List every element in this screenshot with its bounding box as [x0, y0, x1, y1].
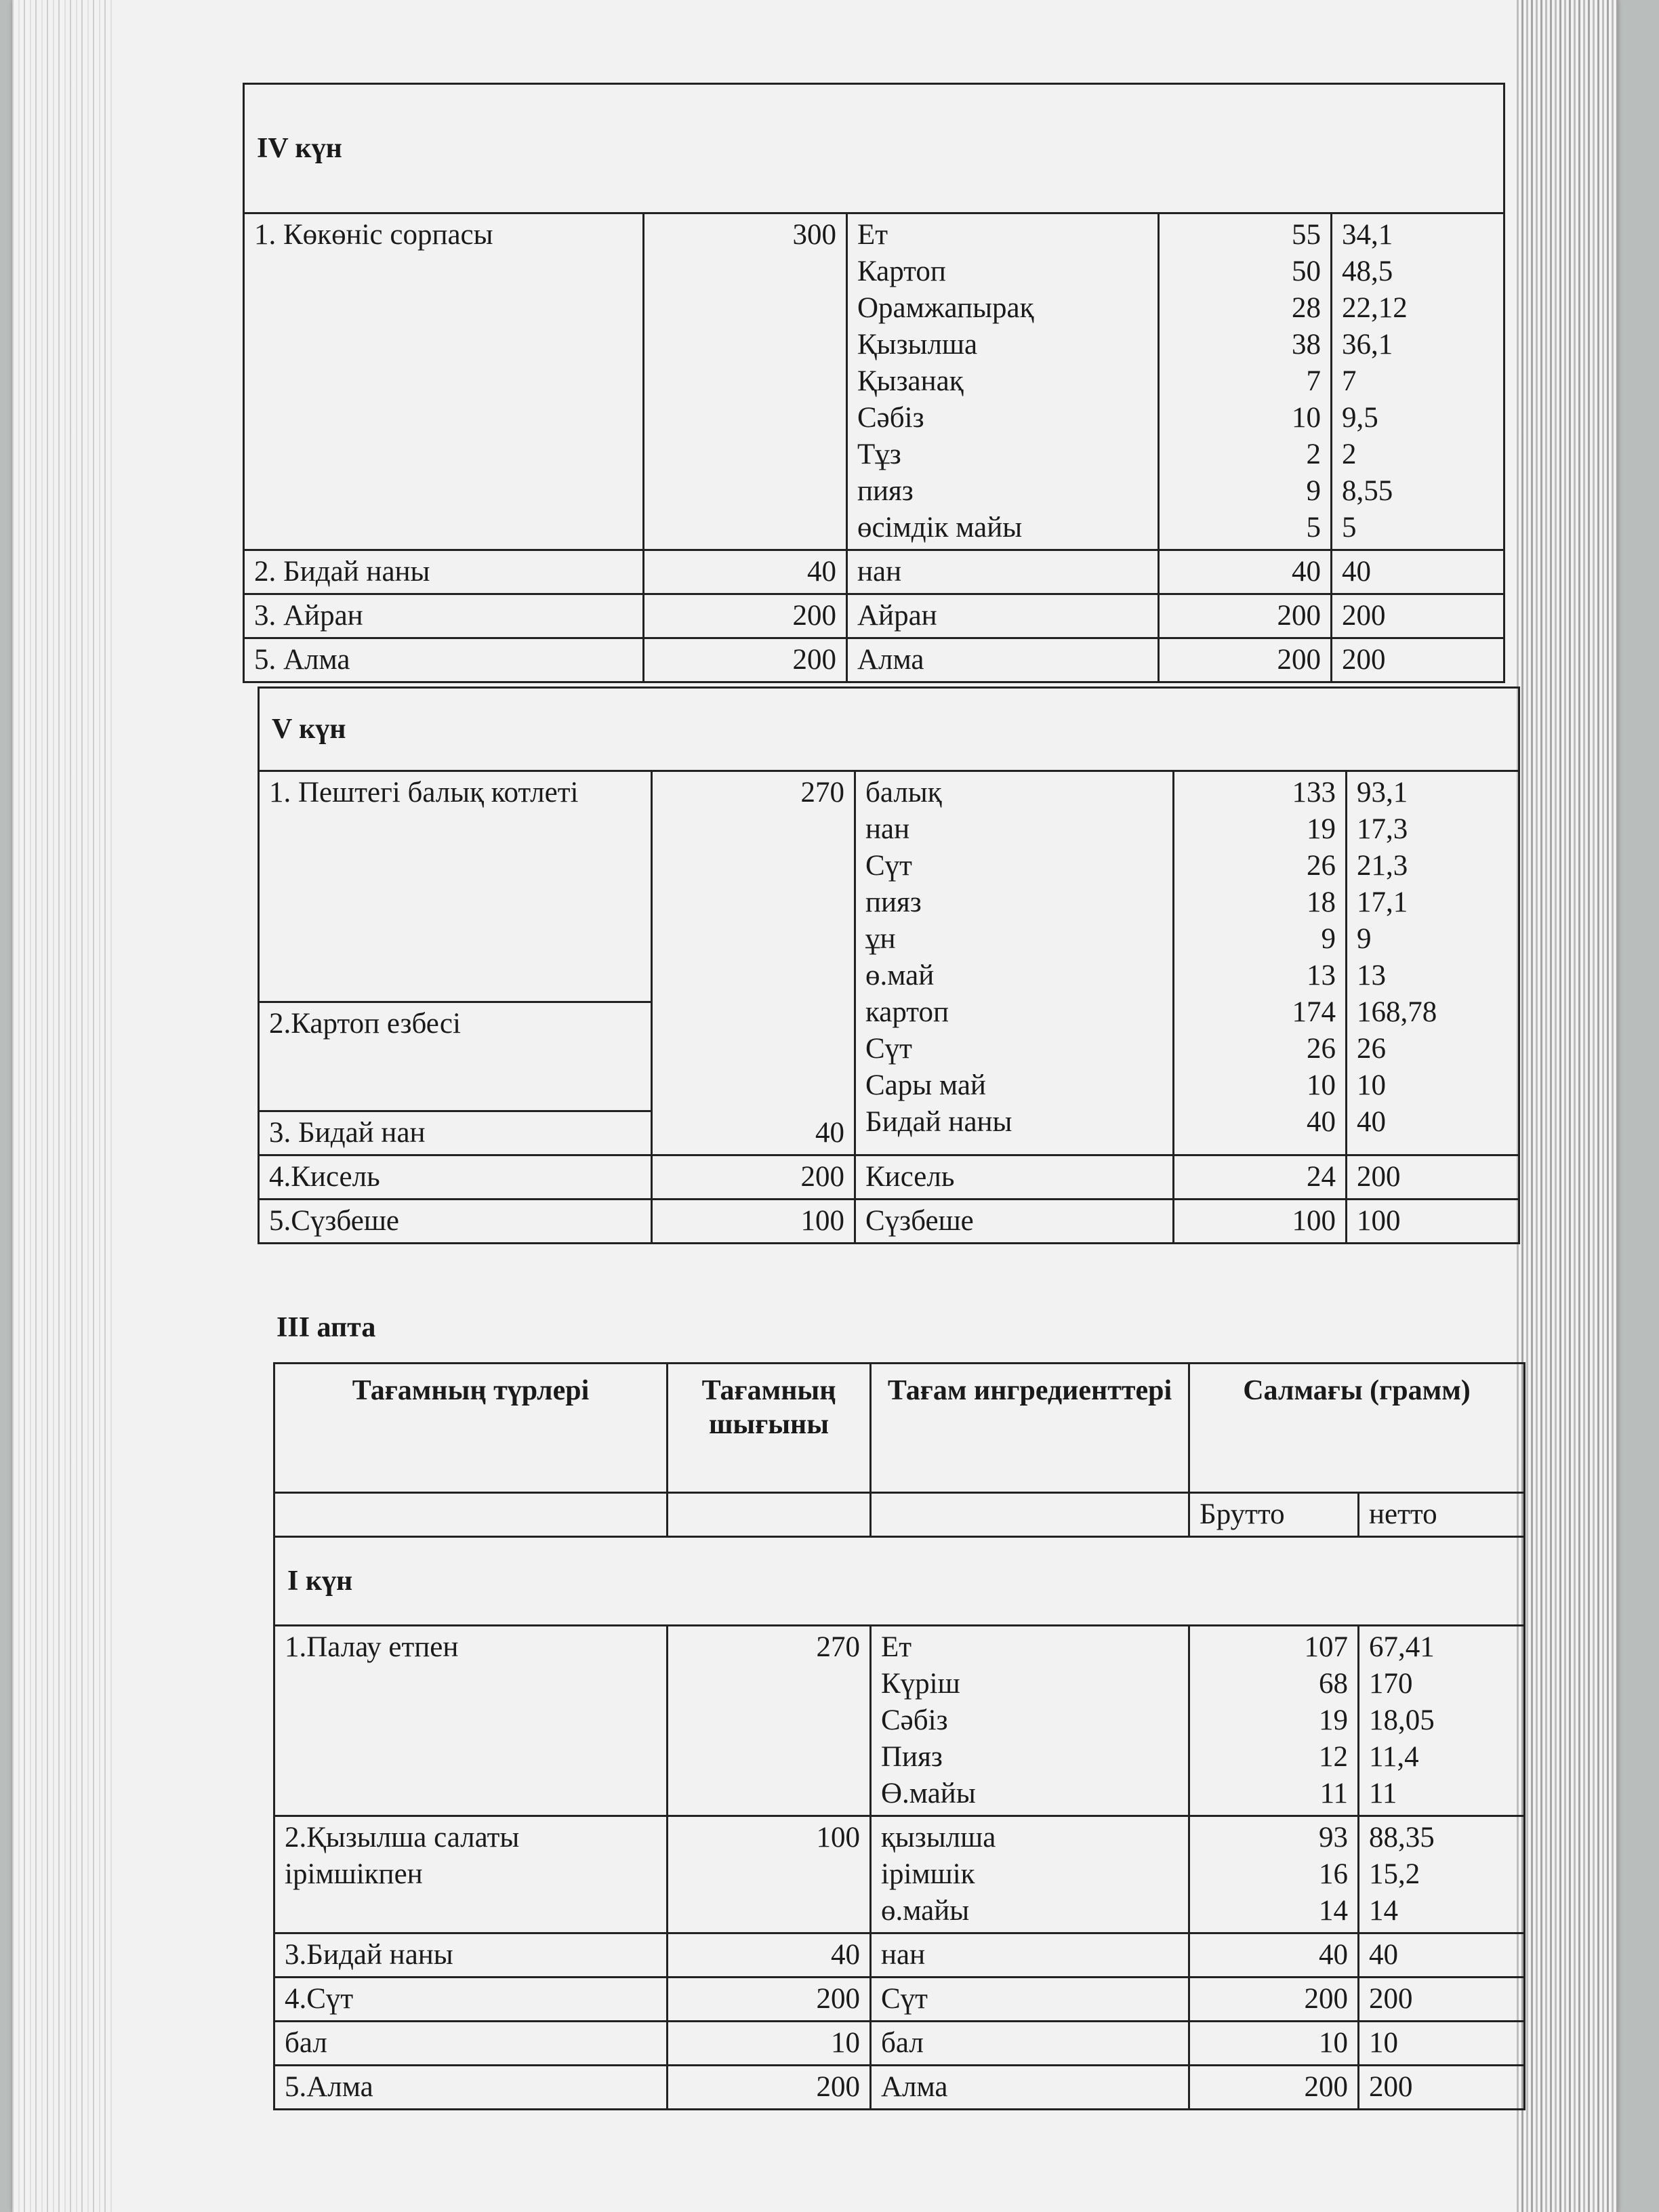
netto-value: 100: [1347, 1200, 1519, 1244]
netto-value: 18,05: [1369, 1704, 1435, 1736]
netto-value: 13: [1357, 960, 1386, 991]
day-title: I күн: [274, 1537, 1525, 1626]
dish-name: 2. Бидай наны: [244, 550, 644, 594]
netto-value: 11: [1369, 1778, 1397, 1809]
netto-value: 17,3: [1357, 813, 1408, 845]
dish-name: 4.Кисель: [259, 1155, 652, 1200]
netto-value: 2: [1342, 438, 1357, 470]
dish-output: 10: [668, 2022, 871, 2066]
brutto-value: 68: [1319, 1668, 1348, 1700]
photocopy-streaks-left: [12, 0, 114, 2212]
dish-output: 200: [652, 1155, 855, 1200]
ingredient-list: [855, 771, 1174, 1155]
photocopy-streaks-right: [1517, 0, 1618, 2212]
ingredient: Ет: [857, 219, 888, 251]
ingredient: Сүзбеше: [855, 1200, 1174, 1244]
netto-value: 10: [1359, 2022, 1525, 2066]
netto-value: 9: [1357, 923, 1372, 955]
brutto-value: 40: [1159, 550, 1332, 594]
brutto-value: 100: [1174, 1200, 1347, 1244]
ingredient: картоп: [865, 996, 949, 1028]
dish-name: 2.Картоп езбесі: [259, 1002, 652, 1111]
netto-list: [1359, 1816, 1525, 1933]
ingredient: Кисель: [855, 1155, 1174, 1200]
netto-value: 88,35: [1369, 1822, 1435, 1853]
brutto-list: [1174, 771, 1347, 1155]
empty-cell: [668, 1493, 871, 1537]
brutto-value: 133: [1292, 777, 1336, 808]
brutto-list: [1189, 1626, 1359, 1816]
empty-cell: [871, 1493, 1189, 1537]
netto-value: 17,1: [1357, 886, 1408, 918]
brutto-value: 93: [1319, 1822, 1348, 1853]
table-row: [274, 1626, 1525, 1816]
ingredient: ірімшік: [881, 1858, 975, 1890]
ingredient: Сүт: [871, 1978, 1189, 2022]
netto-value: 5: [1342, 512, 1357, 544]
dish-output: 200: [644, 638, 847, 682]
netto-value: 9,5: [1342, 402, 1378, 434]
ingredient-list: [847, 213, 1159, 550]
ingredient: Сәбіз: [881, 1704, 948, 1736]
table-row: [274, 1816, 1525, 1933]
netto-value: 7: [1342, 365, 1357, 397]
dish-output: 270: [800, 777, 844, 808]
table-row: [244, 638, 1504, 682]
brutto-value: 174: [1292, 996, 1336, 1028]
header-type: Тағамның түрлері: [274, 1364, 668, 1493]
dish-output: 200: [668, 2066, 871, 2110]
netto-list: [1359, 1626, 1525, 1816]
table-row: [274, 1933, 1525, 1978]
brutto-value: 10: [1292, 402, 1321, 434]
dish-output: 40: [815, 1117, 844, 1149]
netto-value: 200: [1332, 594, 1504, 638]
brutto-value: 24: [1174, 1155, 1347, 1200]
ingredient: Тұз: [857, 438, 901, 470]
header-netto: нетто: [1359, 1493, 1525, 1537]
dish-output: 300: [644, 213, 847, 550]
netto-value: 8,55: [1342, 475, 1393, 507]
header-ingredients: Тағам ингредиенттері: [871, 1364, 1189, 1493]
netto-value: 200: [1332, 638, 1504, 682]
ingredient: Сары май: [865, 1069, 986, 1101]
ingredient: Алма: [847, 638, 1159, 682]
ingredient: нан: [871, 1933, 1189, 1978]
brutto-value: 200: [1159, 638, 1332, 682]
brutto-value: 14: [1319, 1895, 1348, 1927]
brutto-value: 200: [1189, 1978, 1359, 2022]
dish-output: 200: [668, 1978, 871, 2022]
brutto-value: 9: [1306, 475, 1321, 507]
ingredient: Ө.майы: [881, 1778, 976, 1809]
dish-output: 40: [644, 550, 847, 594]
brutto-value: 26: [1307, 1033, 1336, 1065]
netto-value: 15,2: [1369, 1858, 1420, 1890]
ingredient: Қызылша: [857, 329, 978, 361]
netto-list: [1347, 771, 1519, 1155]
dish-name: 5.Сүзбеше: [259, 1200, 652, 1244]
netto-value: 40: [1332, 550, 1504, 594]
netto-value: 170: [1369, 1668, 1413, 1700]
brutto-value: 11: [1319, 1778, 1348, 1809]
brutto-value: 50: [1292, 255, 1321, 287]
ingredient: пияз: [865, 886, 922, 918]
ingredient: нан: [865, 813, 910, 845]
dish-name: 5. Алма: [244, 638, 644, 682]
netto-value: 26: [1357, 1033, 1386, 1065]
netto-value: 14: [1369, 1895, 1398, 1927]
netto-value: 36,1: [1342, 329, 1393, 361]
brutto-value: 19: [1307, 813, 1336, 845]
brutto-value: 55: [1292, 219, 1321, 251]
ingredient: балық: [865, 777, 942, 808]
table-row: [259, 1155, 1519, 1200]
ingredient: Сүт: [865, 850, 912, 882]
netto-value: 200: [1359, 2066, 1525, 2110]
dish-name: 4.Сүт: [274, 1978, 668, 2022]
ingredient: бал: [871, 2022, 1189, 2066]
ingredient: ө.майы: [881, 1895, 970, 1927]
brutto-value: 28: [1292, 292, 1321, 324]
netto-value: 40: [1357, 1106, 1386, 1138]
table-row: [244, 594, 1504, 638]
dish-output: 200: [644, 594, 847, 638]
empty-cell: [274, 1493, 668, 1537]
dish-name: 2.Қызылша салаты ірімшікпен: [274, 1816, 668, 1933]
dish-name: 1. Көкөніс сорпасы: [244, 213, 644, 550]
ingredient: Пияз: [881, 1741, 943, 1773]
dish-name: 3. Бидай нан: [259, 1111, 652, 1155]
ingredient: Бидай наны: [865, 1106, 1012, 1138]
table-row: [274, 1978, 1525, 2022]
ingredient: Алма: [871, 2066, 1189, 2110]
ingredient: қызылша: [881, 1822, 996, 1853]
ingredient: нан: [847, 550, 1159, 594]
dish-output: 100: [652, 1200, 855, 1244]
dish-name: 1. Пештегі балық котлеті: [259, 771, 652, 1002]
netto-value: 21,3: [1357, 850, 1408, 882]
dish-output: 100: [668, 1816, 871, 1933]
netto-value: 10: [1357, 1069, 1386, 1101]
ingredient: Айран: [847, 594, 1159, 638]
brutto-value: 19: [1319, 1704, 1348, 1736]
dish-name: 3. Айран: [244, 594, 644, 638]
ingredient: Ет: [881, 1631, 912, 1663]
ingredient-list: [871, 1626, 1189, 1816]
ingredient: ұн: [865, 923, 896, 955]
ingredient: Картоп: [857, 255, 946, 287]
table-row: [244, 213, 1504, 550]
netto-value: 34,1: [1342, 219, 1393, 251]
header-brutto: Брутто: [1189, 1493, 1359, 1537]
ingredient: Сәбіз: [857, 402, 924, 434]
brutto-value: 12: [1319, 1741, 1348, 1773]
document-page: [12, 0, 1618, 2212]
week-title: III апта: [276, 1312, 376, 1343]
netto-value: 11,4: [1369, 1741, 1419, 1773]
ingredient: Орамжапырақ: [857, 292, 1034, 324]
ingredient: ө.май: [865, 960, 935, 991]
brutto-value: 40: [1307, 1106, 1336, 1138]
brutto-value: 13: [1307, 960, 1336, 991]
dish-name: 3.Бидай наны: [274, 1933, 668, 1978]
brutto-value: 18: [1307, 886, 1336, 918]
brutto-value: 10: [1189, 2022, 1359, 2066]
brutto-value: 9: [1321, 923, 1336, 955]
brutto-list: [1189, 1816, 1359, 1933]
dish-output-cell: [652, 771, 855, 1155]
table-row: [259, 1200, 1519, 1244]
dish-output: 40: [668, 1933, 871, 1978]
table-row: [244, 550, 1504, 594]
netto-value: 48,5: [1342, 255, 1393, 287]
dish-output: 270: [668, 1626, 871, 1816]
brutto-value: 2: [1306, 438, 1321, 470]
netto-value: 40: [1359, 1933, 1525, 1978]
ingredient: Күріш: [881, 1668, 960, 1700]
brutto-value: 5: [1306, 512, 1321, 544]
brutto-value: 26: [1307, 850, 1336, 882]
menu-table-day-5: [258, 687, 1520, 1244]
brutto-list: [1159, 213, 1332, 550]
header-row: [274, 1364, 1525, 1493]
subheader-row: [274, 1493, 1525, 1537]
netto-value: 93,1: [1357, 777, 1408, 808]
netto-list: [1332, 213, 1504, 550]
brutto-value: 200: [1189, 2066, 1359, 2110]
table-row: [274, 2022, 1525, 2066]
netto-value: 200: [1359, 1978, 1525, 2022]
brutto-value: 107: [1304, 1631, 1348, 1663]
netto-value: 22,12: [1342, 292, 1408, 324]
brutto-value: 10: [1307, 1069, 1336, 1101]
ingredient: өсімдік майы: [857, 512, 1023, 544]
brutto-value: 7: [1306, 365, 1321, 397]
header-weight: Салмағы (грамм): [1189, 1364, 1525, 1493]
dish-name: бал: [274, 2022, 668, 2066]
brutto-value: 40: [1189, 1933, 1359, 1978]
brutto-value: 16: [1319, 1858, 1348, 1890]
ingredient: пияз: [857, 475, 914, 507]
dish-name: 1.Палау етпен: [274, 1626, 668, 1816]
netto-value: 200: [1347, 1155, 1519, 1200]
menu-table-week-3: [273, 1362, 1525, 2110]
ingredient: Қызанақ: [857, 365, 964, 397]
ingredient-list: [871, 1816, 1189, 1933]
netto-value: 168,78: [1357, 996, 1437, 1028]
dish-name: 5.Алма: [274, 2066, 668, 2110]
menu-table-day-4: [243, 83, 1505, 683]
brutto-value: 200: [1159, 594, 1332, 638]
ingredient: Сүт: [865, 1033, 912, 1065]
day-title: IV күн: [244, 84, 1504, 213]
day-title: V күн: [259, 688, 1519, 771]
table-row: [274, 2066, 1525, 2110]
brutto-value: 38: [1292, 329, 1321, 361]
table-row: [259, 771, 1519, 1002]
netto-value: 67,41: [1369, 1631, 1435, 1663]
header-output: Тағамның шығыны: [668, 1364, 871, 1493]
